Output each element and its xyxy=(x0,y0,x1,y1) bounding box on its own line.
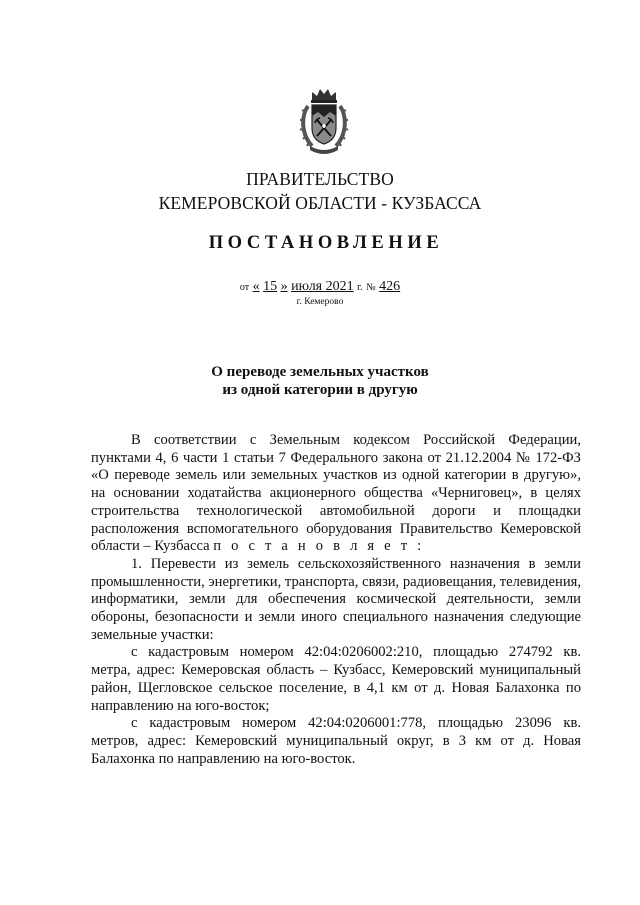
date-year-suffix: г. xyxy=(357,282,363,293)
preamble-text: В соответствии с Земельным кодексом Российской Федерации, пунктами 4, 6 части 1 статьи 7 Федерального закона от 21.12.2004 № 172-ФЗ «О переводе земель или земельных участков из одной категории в другую», на основании ходатайства акционерного общества «Черниговец», в целях строительства технологической автомобильной дороги и площадки расположения вспомогательного оборудования Правительство Кемеровской области – Кузбасса xyxy=(91,432,581,555)
resolves-word: п о с т а н о в л я е т : xyxy=(213,538,425,555)
org-name-line1: ПРАВИТЕЛЬСТВО xyxy=(246,169,394,189)
org-name-line2: КЕМЕРОВСКОЙ ОБЛАСТИ - КУЗБАССА xyxy=(158,193,482,213)
city-name: г. Кемерово xyxy=(296,297,344,307)
document-type-title: ПОСТАНОВЛЕНИЕ xyxy=(208,233,444,253)
subject-line1: О переводе земельных участков xyxy=(211,364,429,380)
parcel-1-paragraph: с кадастровым номером 42:04:0206002:210, площадью 274792 кв. метра, адрес: Кемеровская область – Кузбасс, Кемеровский муниципальный район, Щегловское сельское поселение, в 4,1 км от д. Новая Балахонка по направлению на юго-восток; xyxy=(91,644,581,714)
date-day: 15 xyxy=(263,279,278,294)
document-body xyxy=(91,432,581,768)
preamble-paragraph xyxy=(91,432,581,556)
parcel-2-paragraph: с кадастровым номером 42:04:0206001:778, площадью 23096 кв. метров, адрес: Кемеровский муниципальный округ, в 3 км от д. Новая Балахонка по направлению на юго-восток. xyxy=(91,715,581,767)
date-close-quote: » xyxy=(280,279,288,294)
item-1-paragraph: 1. Перевести из земель сельскохозяйственного назначения в земли промышленности, энергетики, транспорта, связи, радиовещания, телевидения, информатики, земли для обеспечения космической деятельности, земли обороны, безопасности и земли иного специального назначения следующие земельные участки: xyxy=(91,555,581,643)
date-number-line xyxy=(0,278,640,297)
date-from-label: от xyxy=(239,282,250,293)
number-sign: № xyxy=(366,282,376,293)
coat-of-arms-icon xyxy=(298,86,350,158)
date-open-quote: « xyxy=(252,279,260,294)
date-month-year: июля 2021 xyxy=(291,279,354,294)
subject-line2: из одной категории в другую xyxy=(222,382,418,398)
document-number: 426 xyxy=(379,279,401,294)
